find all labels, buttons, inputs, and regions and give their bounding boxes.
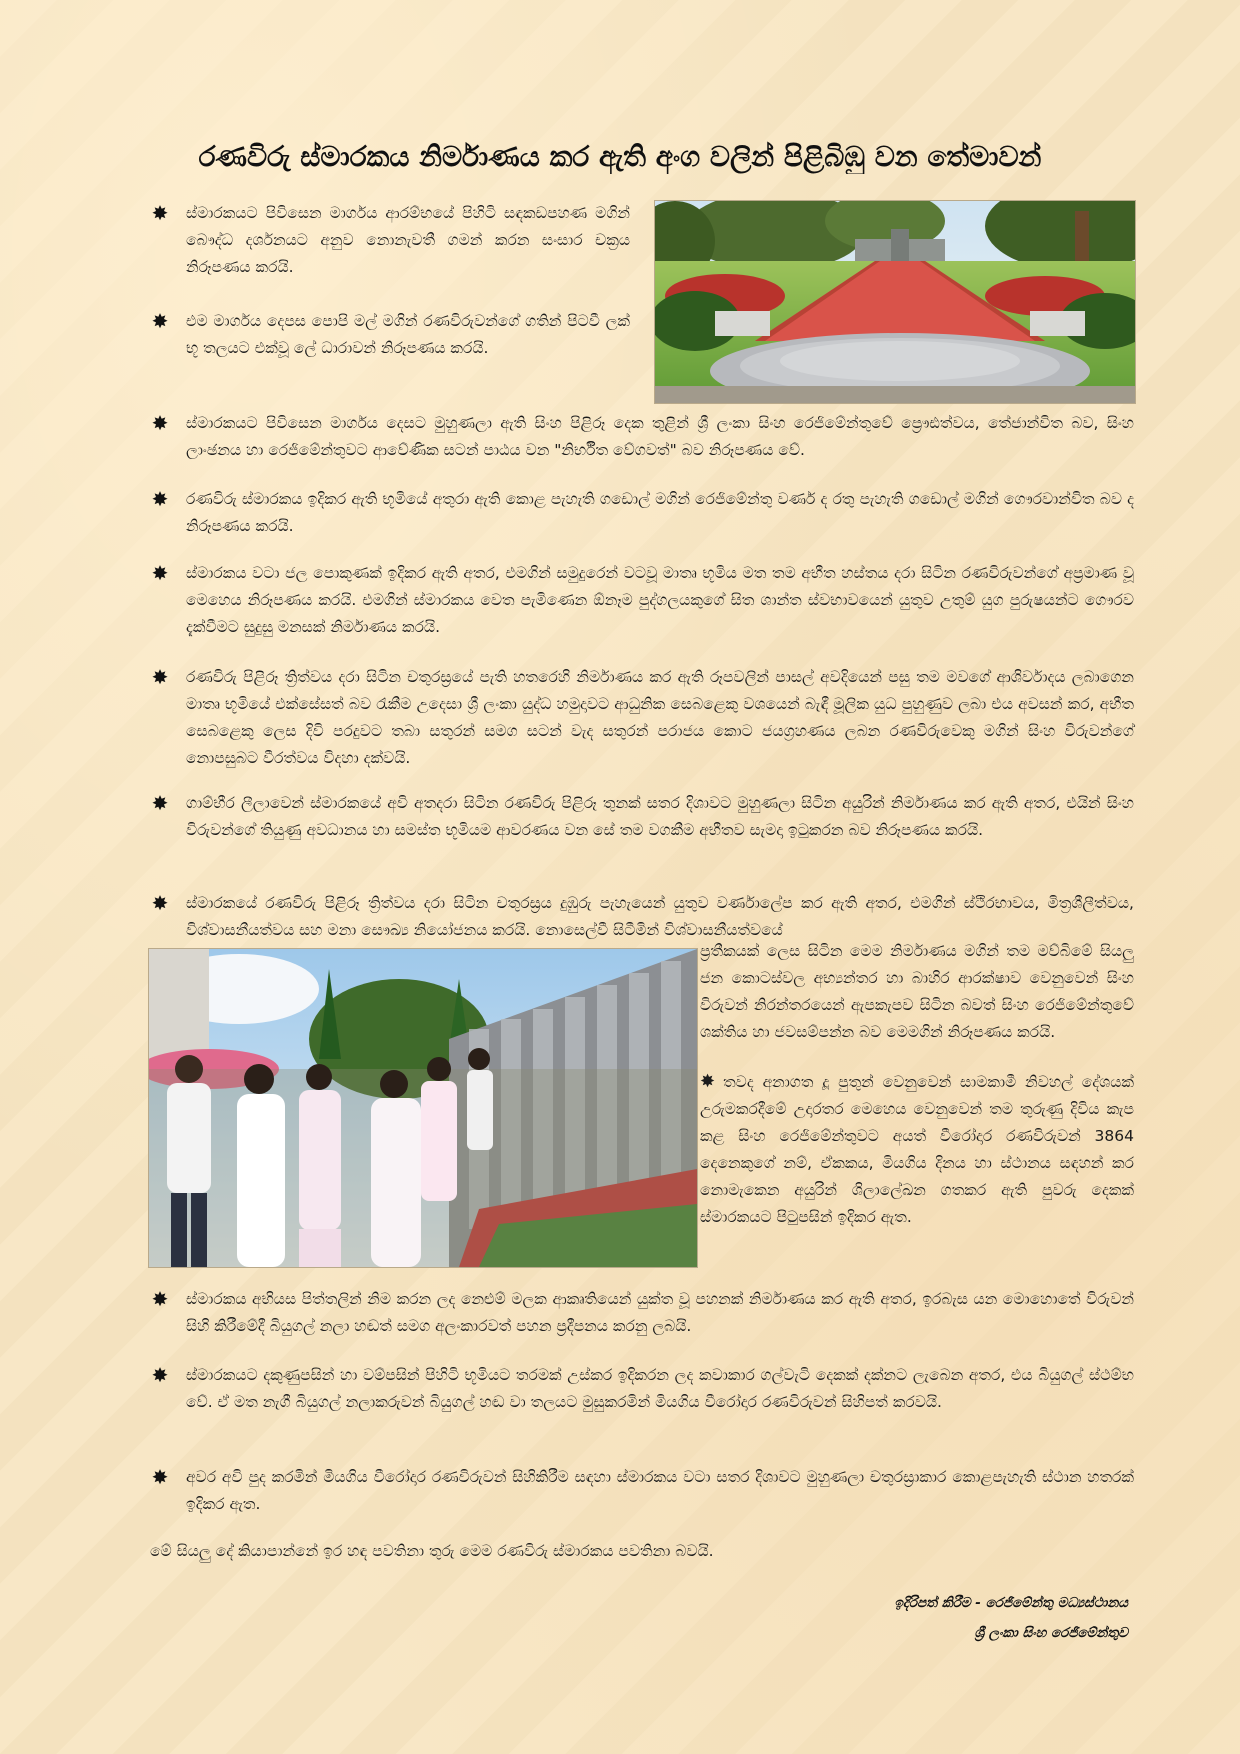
bullet-text: ගාම්භීර ලීලාවෙන් ස්මාරකයේ අවි අතදරා සිටින රණවිරු පිළිරූ තුනක් සතර දිශාවට මුහුණලා සිටින අයුරින් නිර්මාණය කර ඇති අතර, එයින් සිංහ විරුවන්ගේ තියුණු අවධානය හා සමස්ත භූමියම ආවරණය වන සේ තම වගකීම අභීතව සැමදා ඉටුකරන බව නිරූපණය කරයි.: [186, 794, 1134, 839]
bullet-star-icon: ✸: [151, 201, 169, 225]
credit-line-presented-by: ඉදිරිපත් කිරීම - රෙජිමේන්තු මධ්‍යස්ථානය: [894, 1595, 1128, 1611]
bullet-star-icon: ✸: [151, 487, 169, 511]
bullet-text: ස්මාරකයේ රණවිරු පිළිරූ ත්‍රිත්වය දරා සිටින චතුරස්‍රය දුඹුරු පැහැයෙන් යුතුව වර්ණාලේප කර ඇති අතර, එමගින් ස්ථිරභාවය, මිත්‍රශීලීත්වය, විශ්වාසනීයත්වය සහ මනා සෞඛ්‍ය නියෝජනය කරයි. නොසෙල්වී සිටීමින් විශ්වාසනීයත්වයේ: [186, 894, 1134, 939]
closing-statement: මේ සියලු දේ කියාපාන්නේ ඉර හඳ පවතිනා තුරු මෙම රණවිරු ස්මාරකය පවතිනා බවයි.: [150, 1542, 714, 1560]
bullet-text: රණවිරු පිළිරූ ත්‍රිත්වය දරා සිටින චතුරස්‍රයේ පැති හතරෙහි නිර්මාණය කර ඇති රූපවලින් පාසල් අවදියෙන් පසු තම මවගේ ආශිර්වාදය ලබාගෙන මාතෘ භූමියේ එක්සේසත් බව රැකීම උදෙසා ශ්‍රී ලංකා යුද්ධ හමුදාවට ආධුනික සෙබළෙකු වශයෙන් බැඳී මූලික යුධ පුහුණුව ලබා එය අවසන් කර, අභීත සෙබළෙකු ලෙස දිවි පරදුවට තබා සතුරන් සමග සටන් වැද සතුරන් පරාජය කොට ජයග්‍රහණය ලබන රණවිරුවෙකු මගින් සිංහ විරුවන්ගේ නොපසුබට වීරත්වය විදහා දක්වයි.: [186, 668, 1134, 767]
memorial-visitors-photo: [148, 948, 698, 1268]
bullet-item: [150, 1362, 1134, 1416]
bullet-star-icon: ✸: [151, 791, 169, 815]
bullet-star-icon: ✸: [151, 1363, 169, 1387]
bullet-text: එම මාර්ගය දෙපස පොපි මල් මගින් රණවිරුවන්ගේ ගතින් පිටවී ලක් භූ තලයට එක්වූ ලේ ධාරාවන් නිරූපණය කරයි.: [186, 312, 630, 357]
bullet-item: [150, 560, 1134, 641]
bullet-item: [150, 790, 1134, 844]
bullet-star-icon: ✸: [151, 891, 169, 915]
bullet-item: [150, 308, 630, 362]
bullet-star-icon: ✸: [151, 411, 169, 435]
bullet-item: [150, 1464, 1134, 1518]
bullet-star-icon: ✸: [151, 1465, 169, 1489]
bullet-item: [150, 410, 1134, 464]
bullet-text: ස්මාරකය වටා ජල පොකුණක් ඉදිකර ඇති අතර, එමගින් සමුදුරෙන් වටවූ මාතෘ භූමිය මත තම අභීත හස්තය දරා සිටින රණවිරුවන්ගේ අප්‍රමාණ වූ මෙහෙය නිරූපණය කරයි. එමගින් ස්මාරකය වෙත පැමිණෙන ඕනෑම පුද්ගලයකුගේ සිත ශාන්ත ස්වභාවයෙන් යුතුව උතුම් යුග පුරුෂයන්ට ගෞරව දැක්වීමට සුදුසු මනසක් නිර්මාණය කරයි.: [186, 564, 1134, 636]
bullet-item: [150, 200, 630, 281]
bullet-text: ස්මාරකය අභියස පිත්තලින් නිම කරන ලද නෙළුම් මලක ආකෘතියෙන් යුක්ත වූ පහනක් නිර්මාණය කර ඇති අතර, ඉරබැස යන මොහොතේ විරුවන් සිහි කිරීමේදී බියුගල් නලා හඬත් සමග අලංකාරවත් පහන ප්‍රදීපනය කරනු ලබයි.: [186, 1290, 1134, 1335]
bullet-text: අවර අවි පුද කරමින් මියගිය වීරෝදාර රණවිරුවන් සිහිකිරීම සඳහා ස්මාරකය වටා සතර දිශාවට මුහුණලා චතුරස්‍රාකාර කොළපැහැති ස්ථාන හතරක් ඉදිකර ඇත.: [186, 1468, 1134, 1513]
memorial-walkway-photo: [654, 200, 1136, 404]
bullet-star-icon: ✸: [700, 1071, 716, 1092]
right-column-paragraph: [700, 1068, 1134, 1231]
credit-block: [894, 1588, 1128, 1648]
page-title: රණවිරු ස්මාරකය නිර්මාණය කර ඇති අංග වලින් පිළිබිඹු වන තේමාවන්: [198, 140, 1042, 173]
right-column-text: [700, 938, 1134, 1253]
bullet-item: [150, 1286, 1134, 1340]
bullet-item: [150, 486, 1134, 540]
right-column-paragraph: ප්‍රතීකයක් ලෙස සිටින මෙම නිර්මාණය මගින් තම මව්බිමේ සියලු ජන කොටස්වල අභ්‍යන්තර හා බාහිර ආරක්ෂාව වෙනුවෙන් සිංහ විරුවන් නිරන්තරයෙන් ඇපකැපව සිටින බවත් සිංහ රෙජිමේන්තුවේ ශක්තිය හා ජවසම්පන්න බව මෙමගින් නිරූපණය කරයි.: [700, 942, 1134, 1041]
bullet-text: ස්මාරකයට දකුණුපසින් හා වම්පසින් පිහිටි භූමියට තරමක් උස්කර ඉදිකරන ලද කවාකාර ගල්වැටි දෙකක් දක්නට ලැබෙන අතර, එය බියුගල් ස්ථම්භ වේ. ඒ මත නැගී බියුගල් නලාකරුවන් බියුගල් හඬ වා තලයට මුසුකරමින් මියගිය වීරෝදාර රණවිරුවන් සිහිපත් කරවයි.: [186, 1366, 1134, 1411]
bullet-text: ස්මාරකයට පිවිසෙන මාර්ගය දෙසට මුහුණලා ඇති සිංහ පිළිරූ දෙක තුළින් ශ්‍රී ලංකා සිංහ රෙජිමේන්තුවේ ප්‍රෞඪත්වය, තේජාන්විත බව, සිංහ ලාංඡනය හා රෙජිමේන්තුවට ආවේණික සටන් පාඨය වන "නිර්භීත වේගවත්" බව නිරූපණය වේ.: [186, 414, 1134, 459]
bullet-item: [150, 664, 1134, 772]
bullet-star-icon: ✸: [151, 665, 169, 689]
bullet-star-icon: ✸: [151, 561, 169, 585]
bullet-star-icon: ✸: [151, 1287, 169, 1311]
credit-line-organization: ශ්‍රී ලංකා සිංහ රෙජිමේන්තුව: [974, 1625, 1128, 1641]
bullet-text: ස්මාරකයට පිවිසෙන මාර්ගය ආරම්භයේ පිහිටි සඳකඩපහණ මගින් බෞද්ධ දර්ශනයට අනුව නොනැවතී ගමන් කරන සංසාර චක්‍රය නිරූපණය කරයි.: [186, 204, 630, 276]
bullet-star-icon: ✸: [151, 309, 169, 333]
bullet-text: රණවිරු ස්මාරකය ඉදිකර ඇති භූමියේ අතුරා ඇති කොළ පැහැති ගඩොල් මගින් රෙජිමේන්තු වර්ණ ද රතු පැහැති ගඩොල් මගින් ගෞරවාන්විත බව ද නිරූපණය කරයි.: [186, 490, 1134, 535]
right-column-text-span: තවද අනාගත දූ පුතුන් වෙනුවෙන් සාමකාමී නිවහල් දේශයක් උරුමකරදීමේ උදාරතර මෙහෙය වෙනුවෙන් තම තුරුණු දිවිය කැප කළ සිංහ රෙජිමේන්තුවට අයත් වීරෝදාර රණවිරුවන් 3864 දෙනෙකුගේ නම්, ඒකකය, මියගිය දිනය හා ස්ථානය සඳහන් කර නොමැකෙන අයුරින් ශිලාලේඛන ගතකර ඇති පුවරු දෙකක් ස්මාරකයට පිටුපසින් ඉදිකර ඇත.: [700, 1073, 1134, 1226]
